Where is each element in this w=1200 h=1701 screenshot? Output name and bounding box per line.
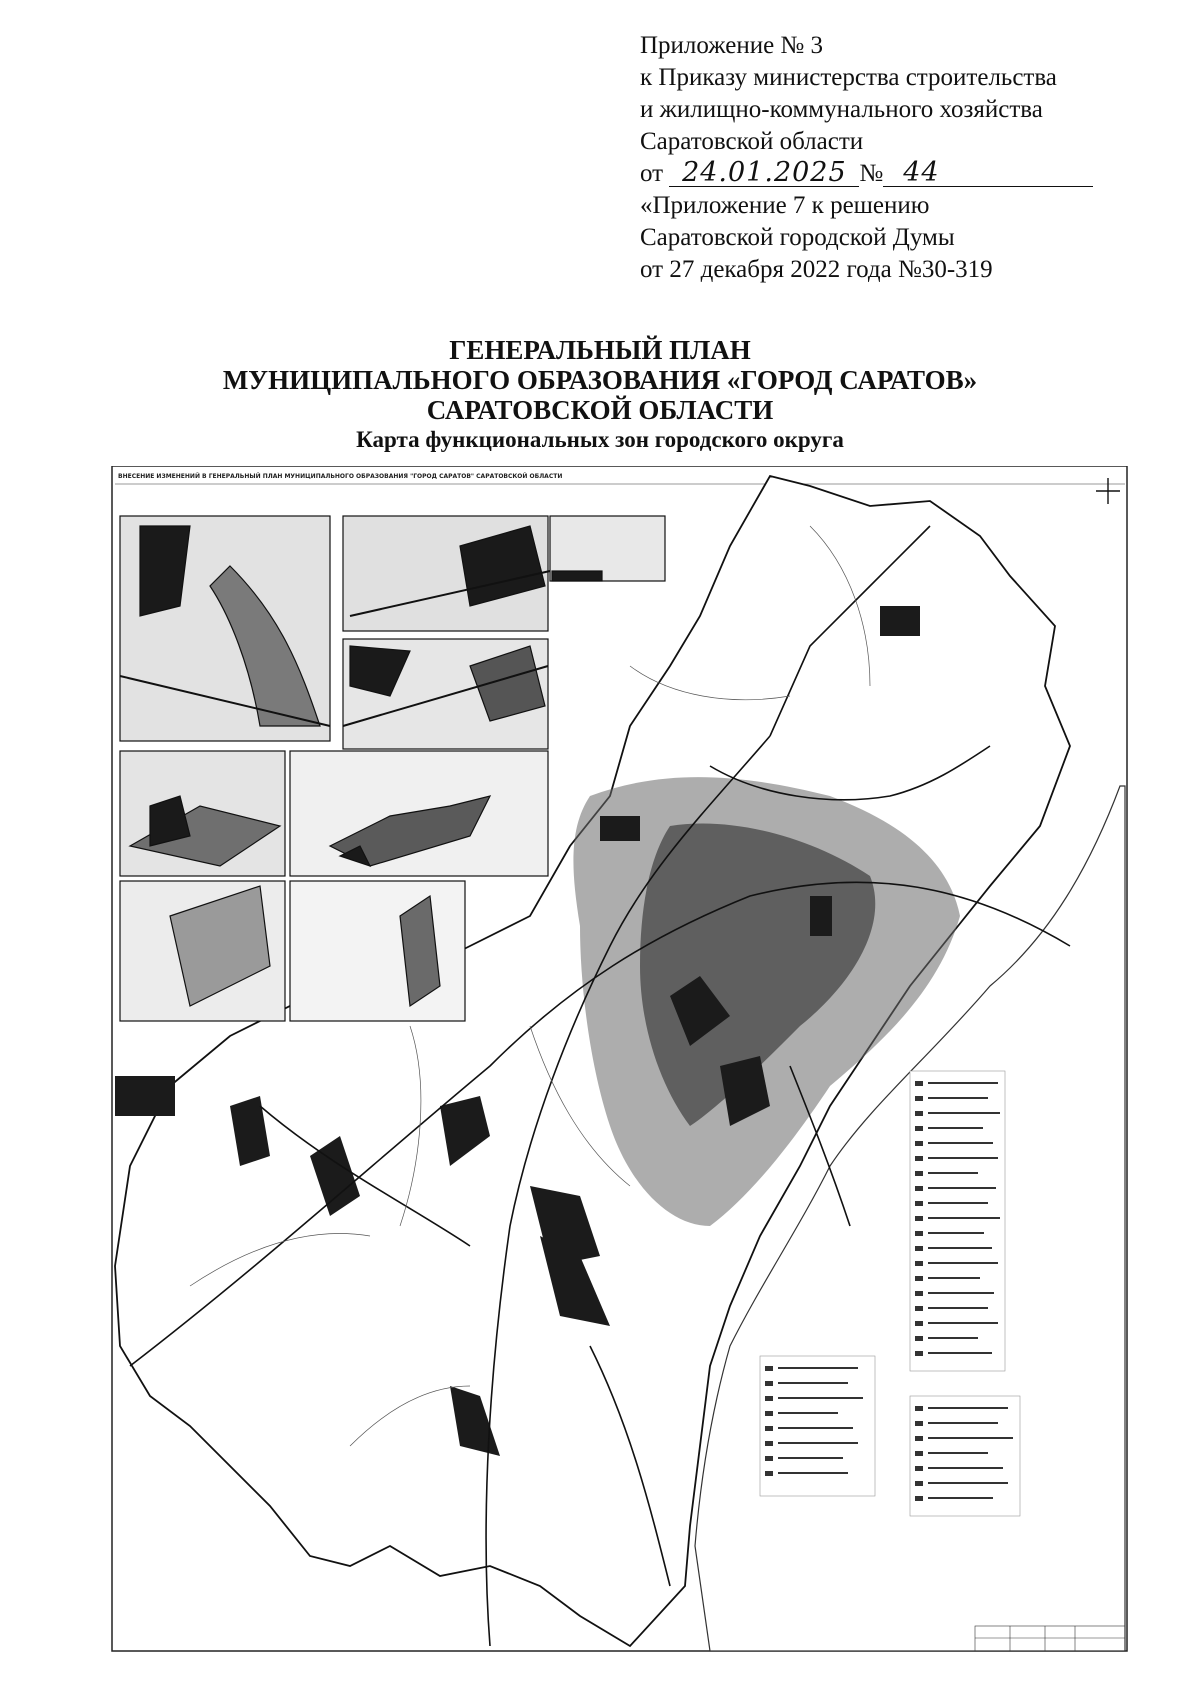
handwritten-number: 44 <box>903 157 940 188</box>
decision-date: от 27 декабря 2022 года №30-319 <box>640 256 993 283</box>
functional-zones-map <box>110 466 1130 1656</box>
map-subtitle: Карта функциональных зон городского округа <box>356 427 844 452</box>
appendix-number: Приложение № 3 <box>640 32 824 59</box>
title-block <box>0 335 1200 455</box>
title-line-2: МУНИЦИПАЛЬНОГО ОБРАЗОВАНИЯ «ГОРОД САРАТОВ» <box>222 365 978 395</box>
decision-appendix: «Приложение 7 к решению <box>640 192 930 219</box>
order-date-line <box>640 158 1160 190</box>
region-name: Саратовской области <box>640 128 864 155</box>
appendix-block <box>640 30 1160 286</box>
map-sheet-caption: ВНЕСЕНИЕ ИЗМЕНЕНИЙ В ГЕНЕРАЛЬНЫЙ ПЛАН МУНИЦИПАЛЬНОГО ОБРАЗОВАНИЯ "ГОРОД САРАТОВ" САРАТОВСКОЙ ОБЛАСТИ <box>118 473 563 480</box>
title-line-1: ГЕНЕРАЛЬНЫЙ ПЛАН <box>449 335 751 365</box>
order-reference: к Приказу министерства строительства <box>640 64 1057 91</box>
date-prefix: от <box>640 160 664 187</box>
north-arrow-icon <box>1096 478 1120 504</box>
number-sign: № <box>859 160 884 187</box>
title-line-3: САРАТОВСКОЙ ОБЛАСТИ <box>426 395 774 425</box>
handwritten-date: 24.01.2025 <box>682 157 847 188</box>
duma-name: Саратовской городской Думы <box>640 224 955 251</box>
ministry-name: и жилищно-коммунального хозяйства <box>640 96 1043 123</box>
